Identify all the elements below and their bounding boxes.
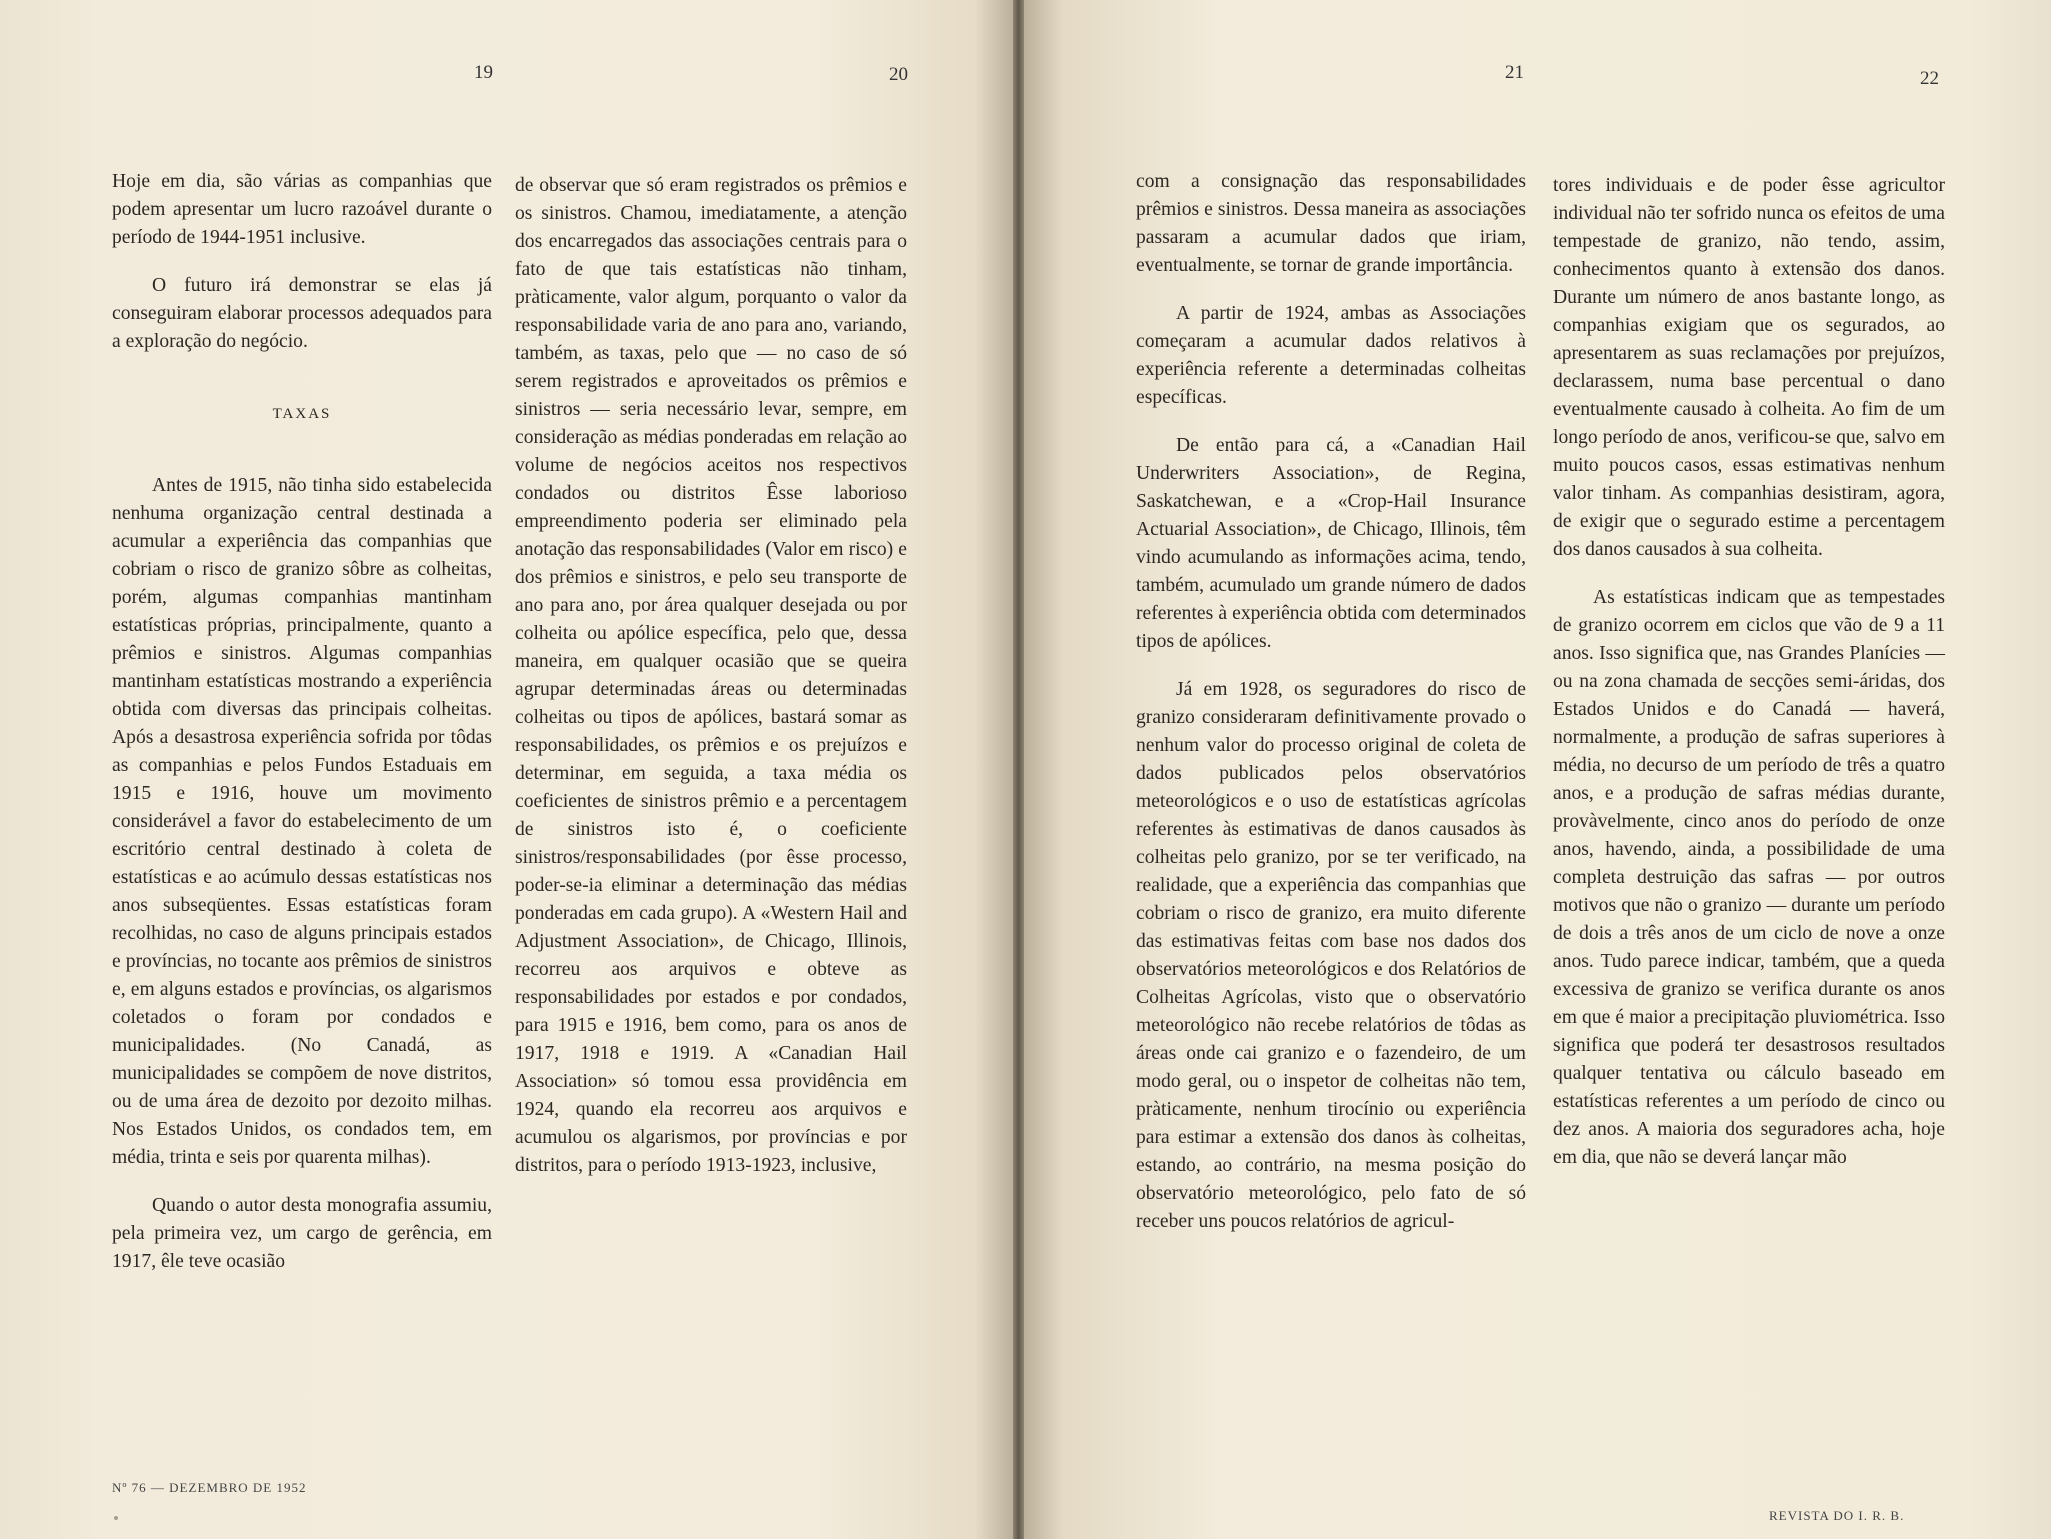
page-19-paragraph-2: O futuro irá demonstrar se elas já conseguiram elaborar processos adequados para a exploração do negócio. <box>112 275 492 352</box>
issue-footer: Nº 76 — DEZEMBRO DE 1952 <box>112 1480 307 1495</box>
page-19-paragraph-3: Antes de 1915, não tinha sido estabelecida nenhuma organização central destinada a acumular a experiência das companhias que cobriam o risco de granizo sôbre as colheitas, porém, algumas companhias mantinham estatísticas próprias, principalmente, quanto a prêmios e sinistros. Algumas companhias mantinham estatísticas mostrando a experiência obtida com diversas das principais colheitas. Após a desastrosa experiência sofrida por tôdas as companhias e pelos Fundos Estaduais em 1915 e 1916, houve um movimento considerável a favor do estabelecimento de um escritório central destinado à coleta de estatísticas e ao acúmulo dessas estatísticas nos anos subseqüentes. Essas estatísticas foram recolhidas, no caso de alguns principais estados e províncias, no tocante aos prêmios de sinistros e, em alguns estados e províncias, os algarismos coletados o foram por condados e municipalidades. (No Canadá, as municipalidades se compõem de nove distritos, ou de uma área de dezoito por dezoito milhas. Nos Estados Unidos, os condados tem, em média, trinta e seis por quarenta milhas). <box>112 475 492 1168</box>
page-21-paragraph-1: com a consignação das responsabilidades prêmios e sinistros. Dessa maneira as associações passaram a acumular dados que iriam, eventualmente, se tornar de grande importância. <box>1136 171 1526 276</box>
page-number-19: 19 <box>474 62 493 83</box>
page-21-column <box>1136 168 1526 1236</box>
page-mark-dot <box>114 1516 118 1520</box>
page-21-paragraph-2: A partir de 1924, ambas as Associações começaram a acumular dados relativos à experiência referente a determinadas colheitas específicas. <box>1136 303 1526 408</box>
book-gutter <box>1013 0 1024 1539</box>
page-19-paragraph-1: Hoje em dia, são várias as companhias que podem apresentar um lucro razoável durante o período de 1944-1951 inclusive. <box>112 171 492 248</box>
section-heading-taxas: TAXAS <box>272 406 332 422</box>
page-20-text: de observar que só eram registrados os prêmios e os sinistros. Chamou, imediatamente, a atenção dos encarregados das associações centrais para o fato de que tais estatísticas não tinham, pràticamente, valor algum, porquanto o valor da responsabilidade varia de ano para ano, variando, também, as taxas, pelo que — no caso de só serem registrados e aproveitados os prêmios e sinistros — seria necessário levar, sempre, em consideração as médias ponderadas em relação ao volume de negócios aceitos nos respectivos condados ou distritos Êsse laborioso empreendimento poderia ser eliminado pela anotação das responsabilidades (Valor em risco) e dos prêmios e sinistros, e pelo seu transporte de ano para ano, por área qualquer desejada ou por colheita ou apólice específica, pelo que, dessa maneira, em qualquer ocasião que se queira agrupar determinadas áreas ou determinadas colheitas ou tipos de apólices, bastará somar as responsabilidades, os prêmios e os prejuízos e determinar, em seguida, a taxa média os coeficientes de sinistros prêmio e a percentagem de sinistros isto é, o coeficiente sinistros/responsabilidades (por êsse processo, poder-se-ia eliminar a determinação das médias ponderadas em cada grupo). A «Western Hail and Adjustment Association», de Chicago, Illinois, recorreu aos arquivos e obteve as responsabilidades por estados e por condados, para 1915 e 1916, bem como, para os anos de 1917, 1918 e 1919. A «Canadian Hail Association» só tomou essa providência em 1924, quando ela recorreu aos arquivos e acumulou os algarismos, por províncias e por distritos, para o período 1913-1923, inclusive, <box>515 175 907 1176</box>
page-22-paragraph-2: As estatísticas indicam que as tempestades de granizo ocorrem em ciclos que vão de 9 a 11 anos. Isso significa que, nas Grandes Planícies — ou na zona chamada de secções semi-áridas, dos Estados Unidos e do Canadá — haverá, normalmente, a produção de safras superiores à média, no decurso de um período de três a quatro anos, e a produção de safras médias durante, provàvelmente, cinco anos do período de onze anos, havendo, ainda, a possibilidade de uma completa destruição das safras — por outros motivos que não o granizo — durante um período de dois a três anos de um ciclo de nove a onze anos. Tudo parece indicar, também, que a queda excessiva de granizo se verifica durante os anos em que é maior a precipitação pluviométrica. Isso significa que poderá ter desastrosos resultados qualquer tentativa ou cálculo baseado em estatísticas referentes a um período de cinco ou dez anos. A maioria dos seguradores acha, hoje em dia, que não se deverá lançar mão <box>1553 587 1945 1168</box>
page-22-column <box>1553 172 1945 1172</box>
page-number-20: 20 <box>889 64 908 85</box>
journal-footer: REVISTA DO I. R. B. <box>1769 1508 1905 1523</box>
page-19-paragraph-4: Quando o autor desta monografia assumiu, pela primeira vez, um cargo de gerência, em 1917, êle teve ocasião <box>112 1195 492 1272</box>
page-19-column <box>112 168 492 1276</box>
page-number-21: 21 <box>1505 62 1524 83</box>
page-number-22: 22 <box>1920 68 1939 89</box>
page-22-paragraph-1: tores individuais e de poder êsse agricultor individual não ter sofrido nunca os efeitos de uma tempestade de granizo, não tendo, assim, conhecimentos quanto à extensão dos danos. Durante um número de anos bastante longo, as companhias exigiam que os segurados, ao apresentarem as suas reclamações por prejuízos, declarassem, numa base percentual o dano eventualmente causado à colheita. Ao fim de um longo período de anos, verificou-se que, salvo em muito poucos casos, essas estimativas nenhum valor tinham. As companhias desistiram, agora, de exigir que o segurado estime a percentagem dos danos causados à sua colheita. <box>1553 175 1945 560</box>
page-21-paragraph-3: De então para cá, a «Canadian Hail Underwriters Association», de Regina, Saskatchewan, e a «Crop-Hail Insurance Actuarial Association», de Chicago, Illinois, têm vindo acumulando as informações acima, tendo, também, acumulado um grande número de dados referentes à experiência obtida com determinados tipos de apólices. <box>1136 435 1526 652</box>
page-21-paragraph-4: Já em 1928, os seguradores do risco de granizo consideraram definitivamente provado o nenhum valor do processo original de coleta de dados publicados pelos observatórios meteorológicos e o uso de estatísticas agrícolas referentes às estimativas de danos causados às colheitas pelo granizo, por se ter verificado, na realidade, que a experiência das companhias que cobriam o risco de granizo, era muito diferente das estimativas feitas com base nos dados dos observatórios meteorológicos e dos Relatórios de Colheitas Agrícolas, visto que o observatório meteorológico não recebe relatórios de tôdas as áreas onde cai granizo e o fazendeiro, de um modo geral, ou o inspetor de colheitas não tem, pràticamente, nenhum tirocínio ou experiência para estimar a extensão dos danos às colheitas, estando, ao contrário, na mesma posição do observatório meteorológico, pelo fato de só receber uns poucos relatórios de agricul- <box>1136 679 1526 1232</box>
page-20-column <box>515 172 907 1180</box>
